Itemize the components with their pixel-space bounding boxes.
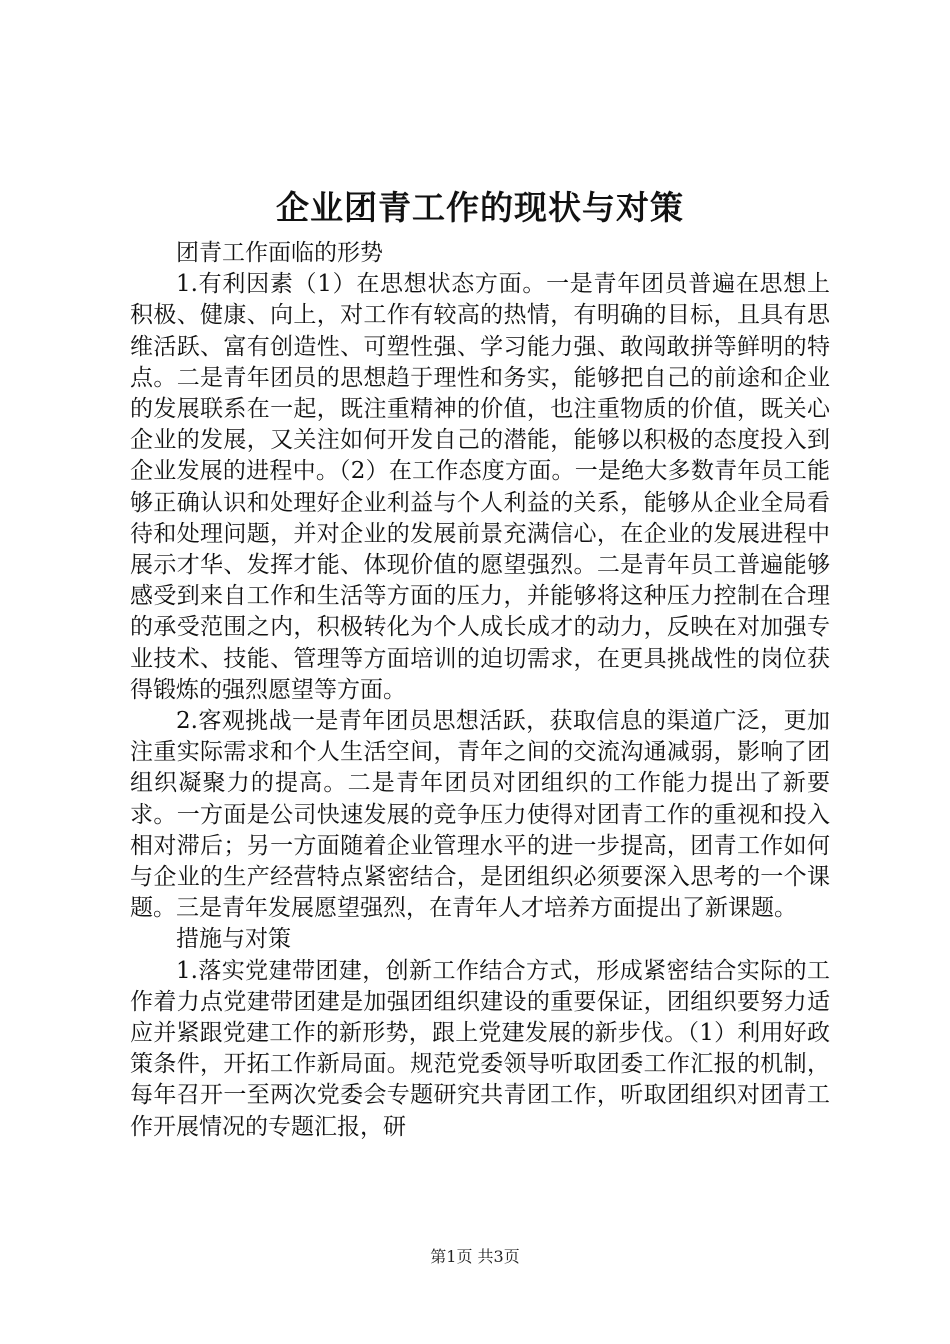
section-measures [130,924,830,1142]
section-heading: 措施与对策 [176,926,291,953]
paragraph-party-building: 1.落实党建带团建，创新工作结合方式，形成紧密结合实际的工作着力点党建带团建是加强团组织建设的重要保证，团组织要努力适应并紧跟党建工作的新形势，跟上党建发展的新步伐。（1）利用好政策条件，开拓工作新局面。规范党委领导听取团委工作汇报的机制，每年召开一至两次党委会专题研究共青团工作，听取团组织对团青工作开展情况的专题汇报，研 [130,957,830,1140]
section-situation [130,238,830,924]
document-page [130,180,830,1143]
paragraph-favorable-factors: 1.有利因素（1）在思想状态方面。一是青年团员普遍在思想上积极、健康、向上，对工作有较高的热情，有明确的目标，且具有思维活跃、富有创造性、可塑性强、学习能力强、敢闯敢拼等鲜明的特点。二是青年团员的思想趋于理性和务实，能够把自己的前途和企业的发展联系在一起，既注重精神的价值，也注重物质的价值，既关心企业的发展，又关注如何开发自己的潜能，能够以积极的态度投入到企业发展的进程中。（2）在工作态度方面。一是绝大多数青年员工能够正确认识和处理好企业利益与个人利益的关系，能够从企业全局看待和处理问题，并对企业的发展前景充满信心，在企业的发展进程中展示才华、发挥才能、体现价值的愿望强烈。二是青年员工普遍能够感受到来自工作和生活等方面的压力，并能够将这种压力控制在合理的承受范围之内，积极转化为个人成长成才的动力，反映在对加强专业技术、技能、管理等方面培训的迫切需求，在更具挑战性的岗位获得锻炼的强烈愿望等方面。 [130,271,830,703]
section-heading: 团青工作面临的形势 [176,240,383,266]
document-title: 企业团青工作的现状与对策 [276,188,684,227]
paragraph-objective-challenges: 2.客观挑战一是青年团员思想活跃，获取信息的渠道广泛，更加注重实际需求和个人生活空间，青年之间的交流沟通减弱，影响了团组织凝聚力的提高。二是青年团员对团组织的工作能力提出了新要求。一方面是公司快速发展的竞争压力使得对团青工作的重视和投入相对滞后；另一方面随着企业管理水平的进一步提高，团青工作如何与企业的生产经营特点紧密结合，是团组织必须要深入思考的一个课题。三是青年发展愿望强烈，在青年人才培养方面提出了新课题。 [130,708,830,922]
page-number-footer: 第1页 共3页 [430,1247,520,1266]
